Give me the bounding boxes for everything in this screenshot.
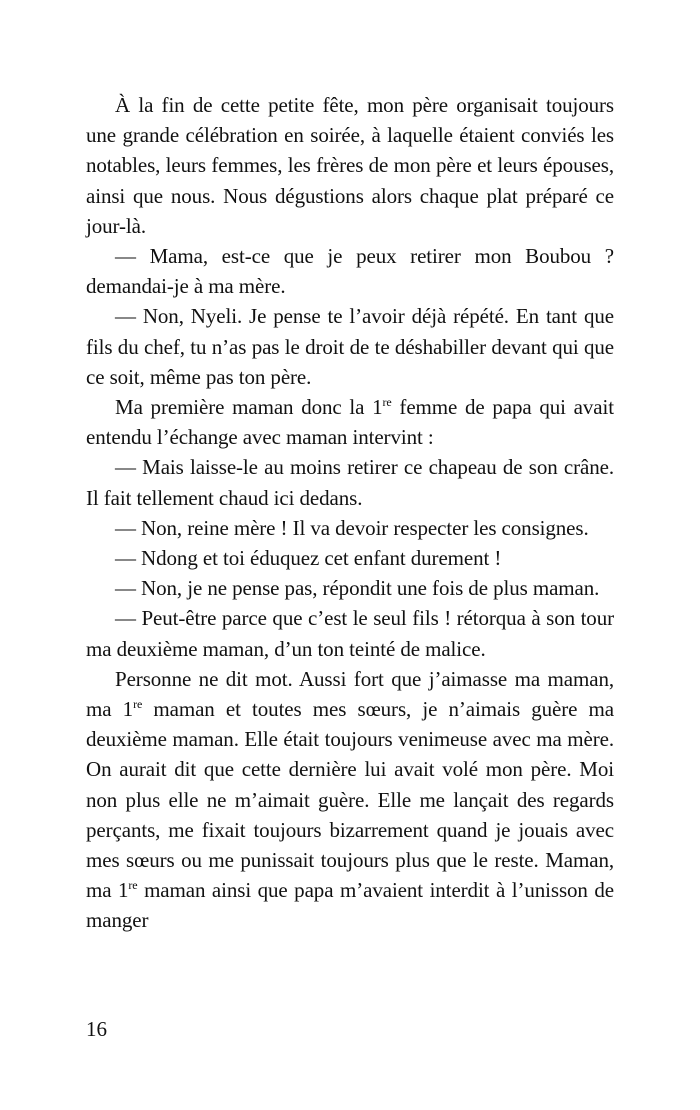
paragraph-text: — Peut-être parce que c’est le seul fils ! rétorqua à son tour ma deuxième maman, d’un ton teinté de malice. bbox=[86, 606, 614, 661]
paragraph-text: Ma première maman donc la 1 bbox=[115, 395, 383, 420]
paragraph bbox=[86, 90, 614, 241]
paragraph bbox=[86, 452, 614, 512]
paragraph-text: Personne ne dit mot. Aussi fort que j’aimasse ma maman, ma 1 bbox=[86, 666, 614, 722]
paragraph-text: maman et toutes mes sœurs, je n’aimais guère ma deuxième maman. Elle était toujours venimeuse avec ma mère. On aurait dit que cette dernière lui avait volé mon père. Moi non plus elle ne m’aimait guère. Elle me lançait des regards perçants, me fixait toujours bizarrement quand je jouais avec mes sœurs ou me punissait toujours plus que le reste. Maman, ma 1 bbox=[86, 697, 614, 903]
page-body bbox=[86, 90, 614, 936]
paragraph bbox=[86, 573, 614, 603]
paragraph-text: — Non, reine mère ! Il va devoir respecter les consignes. bbox=[115, 515, 589, 540]
ordinal-superscript: re bbox=[128, 878, 138, 893]
paragraph-text: — Mais laisse-le au moins retirer ce chapeau de son crâne. Il fait tellement chaud ici dedans. bbox=[86, 455, 614, 510]
paragraph bbox=[86, 513, 614, 543]
paragraph bbox=[86, 664, 614, 936]
paragraph-text: — Non, Nyeli. Je pense te l’avoir déjà répété. En tant que fils du chef, tu n’as pas le droit de te déshabiller devant qui que ce soit, même pas ton père. bbox=[86, 304, 614, 389]
paragraph bbox=[86, 241, 614, 301]
paragraph bbox=[86, 301, 614, 392]
ordinal-superscript: re bbox=[382, 395, 392, 410]
paragraph-text: À la fin de cette petite fête, mon père organisait toujours une grande célébration en soirée, à laquelle étaient conviés les notables, leurs femmes, les frères de mon père et leurs épouses, ainsi que nous. Nous dégustions alors chaque plat préparé ce jour-là. bbox=[86, 93, 614, 238]
paragraph bbox=[86, 543, 614, 573]
paragraph-text: — Mama, est-ce que je peux retirer mon Boubou ? demandai-je à ma mère. bbox=[86, 244, 614, 299]
paragraph-text: femme de papa qui avait entendu l’échange avec maman intervint : bbox=[86, 395, 614, 450]
paragraph-text: maman ainsi que papa m’avaient interdit à l’unisson de manger bbox=[86, 878, 614, 933]
paragraph-text: — Ndong et toi éduquez cet enfant durement ! bbox=[115, 546, 502, 571]
paragraph bbox=[86, 392, 614, 452]
page-number: 16 bbox=[86, 1017, 107, 1041]
ordinal-superscript: re bbox=[133, 697, 143, 712]
paragraph bbox=[86, 603, 614, 663]
paragraph-text: — Non, je ne pense pas, répondit une fois de plus maman. bbox=[115, 576, 600, 601]
